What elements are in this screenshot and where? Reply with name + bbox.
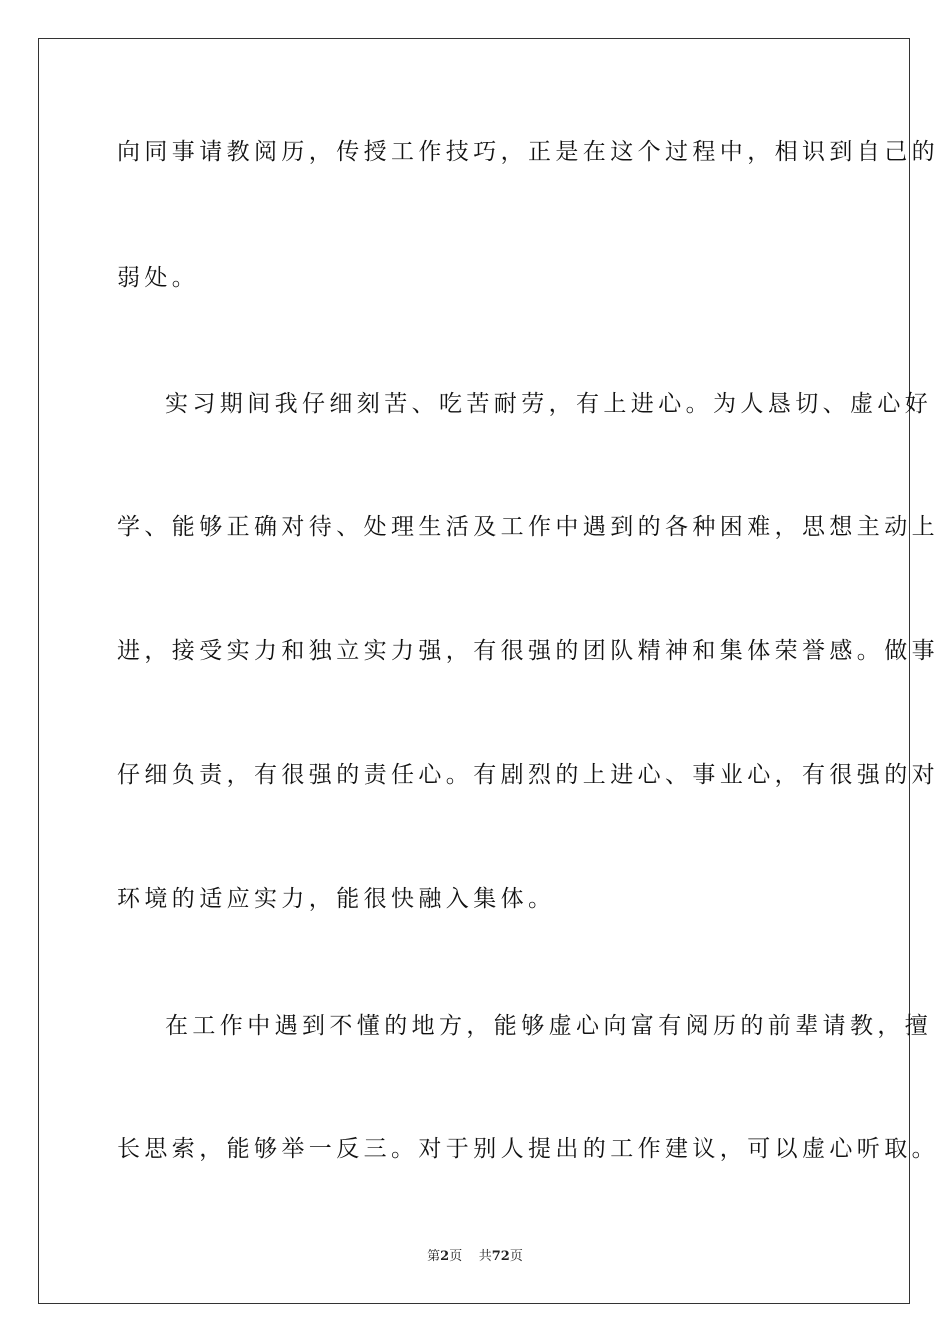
text-line: 学、能够正确对待、处理生活及工作中遇到的各种困难，思想主动上: [117, 514, 939, 540]
total-prefix: 共: [478, 1249, 492, 1264]
text-line: 进，接受实力和独立实力强，有很强的团队精神和集体荣誉感。做事: [117, 638, 939, 664]
page-footer: [0, 1248, 950, 1266]
text-line: 在工作中遇到不懂的地方，能够虚心向富有阅历的前辈请教，擅: [165, 1013, 933, 1039]
text-line: 长思索，能够举一反三。对于别人提出的工作建议，可以虚心听取。: [117, 1136, 939, 1162]
text-line: 实习期间我仔细刻苦、吃苦耐劳，有上进心。为人恳切、虚心好: [165, 391, 933, 417]
page-prefix: 第: [427, 1249, 441, 1264]
text-line: 向同事请教阅历，传授工作技巧，正是在这个过程中，相识到自己的: [117, 139, 939, 165]
page-number: 2: [440, 1249, 450, 1264]
page-border: [38, 38, 939, 1304]
total-pages: 72: [491, 1249, 510, 1264]
text-line: 环境的适应实力，能很快融入集体。: [117, 886, 556, 912]
page-suffix: 页: [449, 1249, 463, 1264]
total-suffix: 页: [509, 1249, 523, 1264]
text-line: 弱处。: [117, 265, 200, 291]
text-line: 仔细负责，有很强的责任心。有剧烈的上进心、事业心，有很强的对: [117, 762, 939, 788]
